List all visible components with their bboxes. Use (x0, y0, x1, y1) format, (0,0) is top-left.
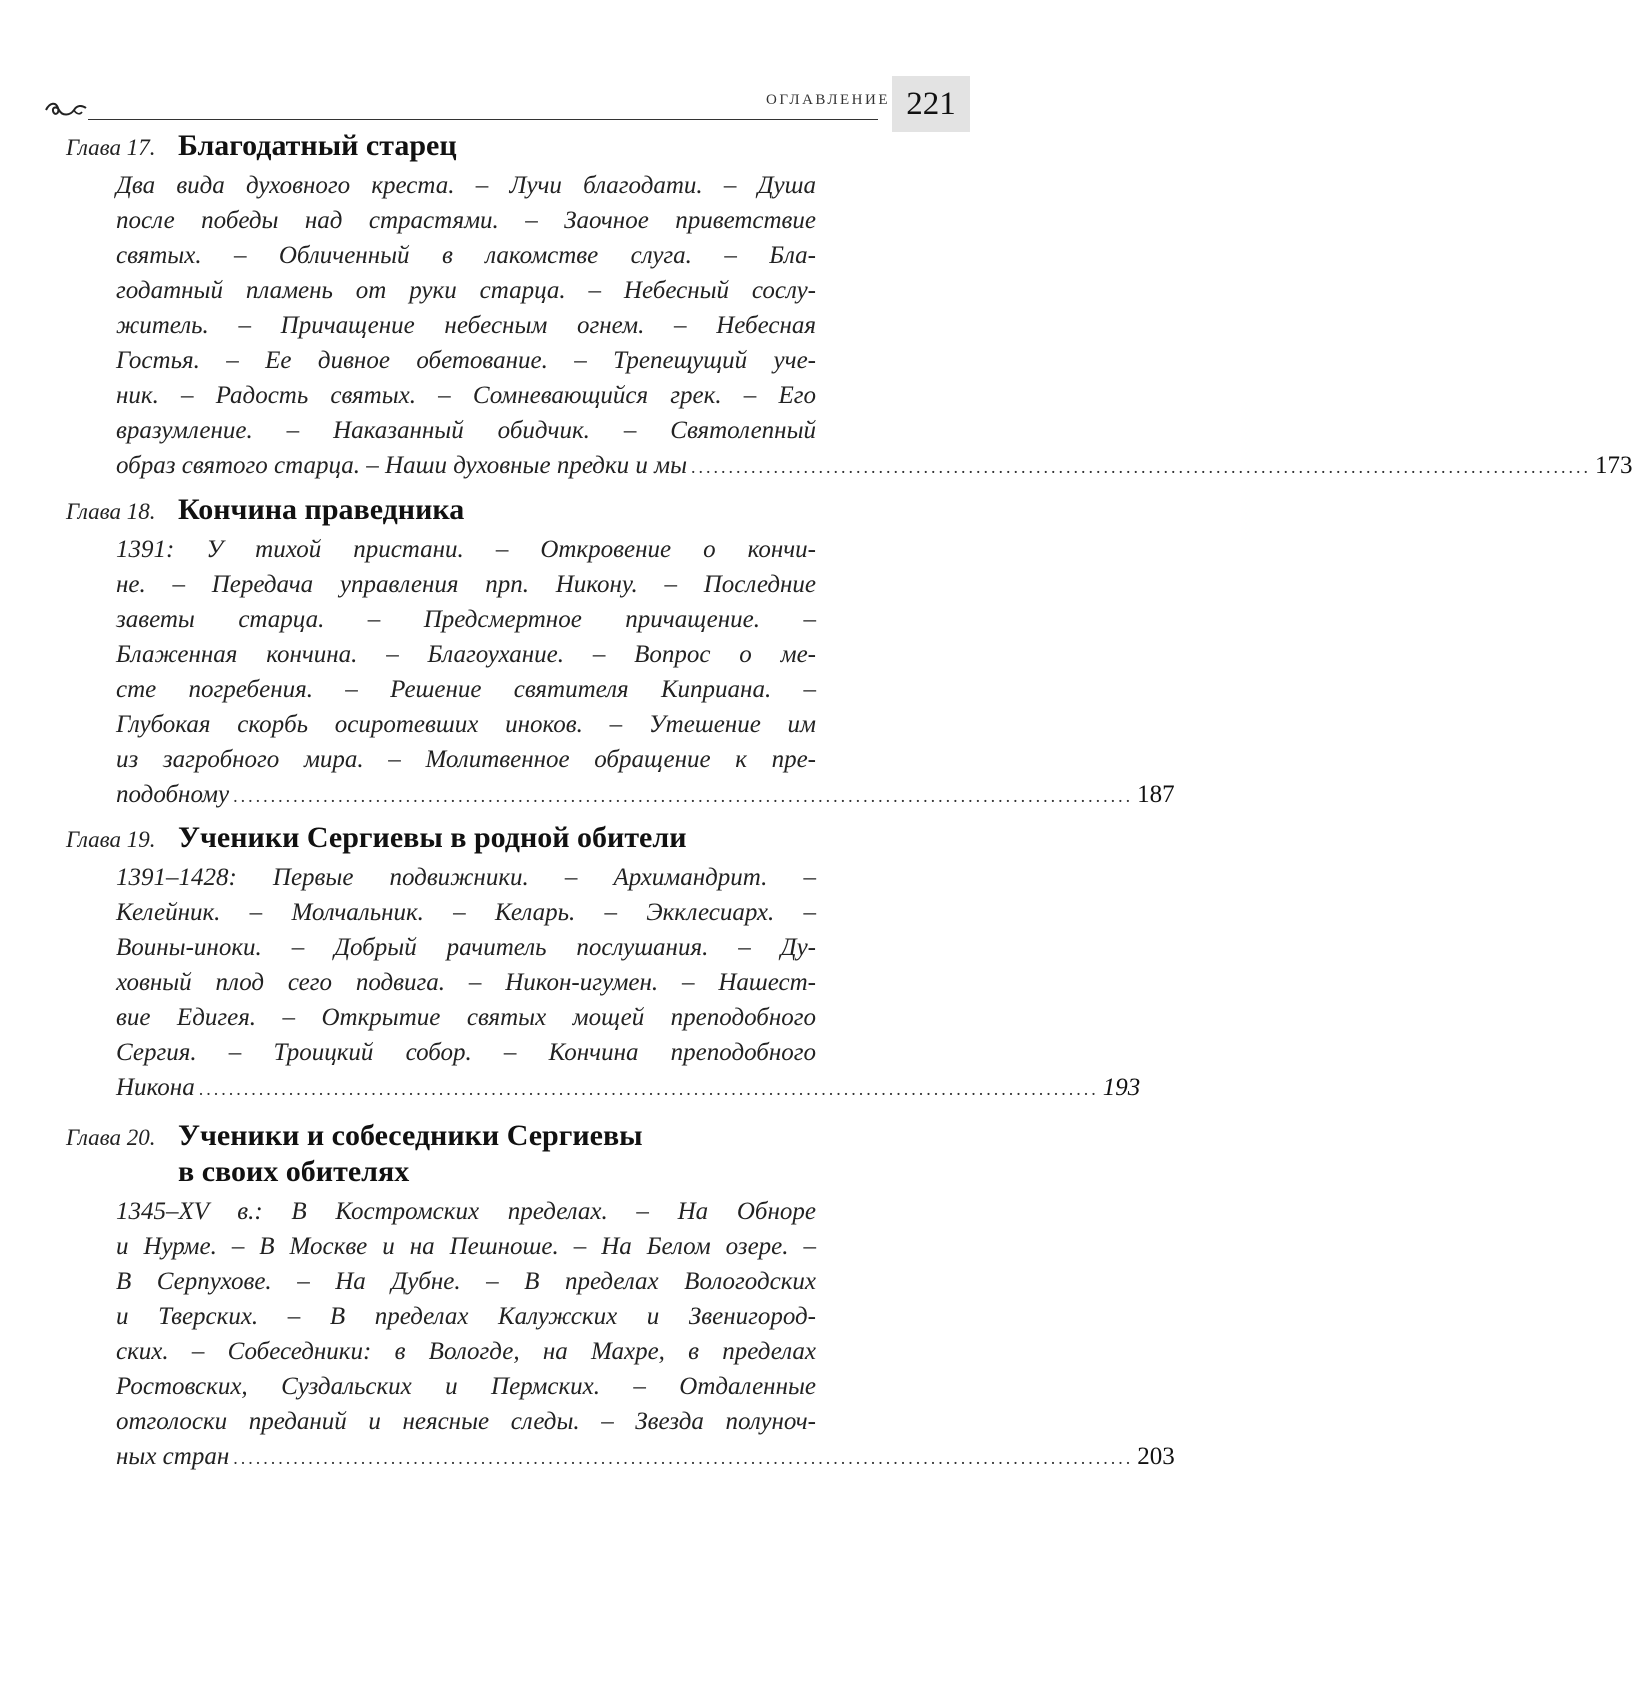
chapter-19 (66, 820, 1141, 1105)
summary-line: годатный пламень от руки старца. – Небесный сослу- (116, 277, 816, 304)
chapter-label: Глава 18. (66, 499, 156, 524)
summary-line: В Серпухове. – На Дубне. – В пределах Вологодских (116, 1268, 816, 1295)
summary-line: образ святого старца. – Наши духовные предки и мы (116, 452, 688, 479)
chapter-18 (66, 492, 1175, 812)
chapter-summary (116, 532, 1175, 812)
page-number: 221 (906, 85, 956, 122)
summary-line: не. – Передача управления прп. Никону. – Последние (116, 571, 816, 598)
chapter-page-number[interactable]: 203 (1137, 1443, 1175, 1470)
summary-line: житель. – Причащение небесным огнем. – Небесная (116, 312, 816, 339)
ornament-icon (44, 98, 88, 120)
summary-line: вразумление. – Наказанный обидчик. – Святолепный (116, 417, 816, 444)
chapter-heading (66, 492, 886, 528)
summary-line: Келейник. – Молчальник. – Келарь. – Экклесиарх. – (116, 899, 816, 926)
summary-line: и Тверских. – В пределах Калужских и Звенигород- (116, 1303, 816, 1330)
chapter-20 (66, 1118, 1175, 1474)
chapter-title-continuation: в своих обителях (178, 1155, 410, 1188)
dot-leader: ........................................................................................................................ (691, 457, 1592, 477)
summary-line: ховный плод сего подвига. – Никон-игумен. – Нашест- (116, 969, 816, 996)
summary-last-line (116, 777, 1175, 812)
summary-line: Два вида духовного креста. – Лучи благодати. – Душа (116, 172, 816, 199)
chapter-page-number[interactable]: 187 (1137, 781, 1175, 808)
chapter-title: Ученики и собеседники Сергиевы (178, 1119, 643, 1152)
header-rule (88, 119, 878, 120)
chapter-heading (66, 1118, 886, 1154)
chapter-label: Глава 20. (66, 1125, 156, 1150)
summary-line: отголоски преданий и неясные следы. – Звезда полуноч- (116, 1408, 816, 1435)
chapter-heading (66, 820, 886, 856)
summary-line: и Нурме. – В Москве и на Пешноше. – На Белом озере. – (116, 1233, 816, 1260)
summary-line: Никона (116, 1074, 195, 1101)
summary-line: 1391: У тихой пристани. – Откровение о кончи- (116, 536, 816, 563)
summary-line: подобному (116, 781, 230, 808)
summary-line: из загробного мира. – Молитвенное обращение к пре- (116, 746, 816, 773)
summary-line: ских. – Собеседники: в Вологде, на Махре, в пределах (116, 1338, 816, 1365)
summary-line: ных стран (116, 1443, 230, 1470)
summary-last-line (116, 1439, 1175, 1474)
summary-line: 1391–1428: Первые подвижники. – Архимандрит. – (116, 864, 816, 891)
chapter-page-number[interactable]: 193 (1102, 1074, 1141, 1101)
page-number-box (892, 76, 970, 132)
summary-last-line (116, 448, 1633, 483)
summary-line: Ростовских, Суздальских и Пермских. – Отдаленные (116, 1373, 816, 1400)
chapter-summary (116, 168, 1633, 483)
dot-leader: ........................................................................................................................ (233, 1448, 1134, 1468)
summary-line: 1345–XV в.: В Костромских пределах. – На Обноре (116, 1198, 816, 1225)
summary-line: вие Едигея. – Открытие святых мощей преподобного (116, 1004, 816, 1031)
chapter-title: Кончина праведника (178, 493, 465, 526)
summary-line: Воины-иноки. – Добрый рачитель послушания. – Ду- (116, 934, 816, 961)
summary-line: сте погребения. – Решение святителя Киприана. – (116, 676, 816, 703)
section-label: ОГЛАВЛЕНИЕ (766, 92, 890, 108)
summary-line: Сергия. – Троицкий собор. – Кончина преподобного (116, 1039, 816, 1066)
summary-last-line (116, 1070, 1141, 1105)
chapter-title: Ученики Сергиевы в родной обители (178, 821, 687, 854)
summary-line: Блаженная кончина. – Благоухание. – Вопрос о ме- (116, 641, 816, 668)
summary-line: Гостья. – Ее дивное обетование. – Трепещущий уче- (116, 347, 816, 374)
chapter-page-number[interactable]: 173 (1595, 452, 1633, 479)
dot-leader: ........................................................................................................................ (233, 786, 1134, 806)
chapter-17 (66, 128, 1633, 483)
chapter-label: Глава 19. (66, 827, 156, 852)
summary-line: Глубокая скорбь осиротевших иноков. – Утешение им (116, 711, 816, 738)
chapter-heading (66, 128, 886, 164)
summary-line: заветы старца. – Предсмертное причащение. – (116, 606, 816, 633)
chapter-label: Глава 17. (66, 135, 156, 160)
chapter-summary (116, 1194, 1175, 1474)
dot-leader: ........................................................................................................................ (198, 1079, 1099, 1099)
summary-line: после победы над страстями. – Заочное приветствие (116, 207, 816, 234)
chapter-title: Благодатный старец (178, 129, 457, 162)
summary-line: святых. – Обличенный в лакомстве слуга. – Бла- (116, 242, 816, 269)
summary-line: ник. – Радость святых. – Сомневающийся грек. – Его (116, 382, 816, 409)
running-head (0, 0, 1000, 140)
chapter-summary (116, 860, 1141, 1105)
